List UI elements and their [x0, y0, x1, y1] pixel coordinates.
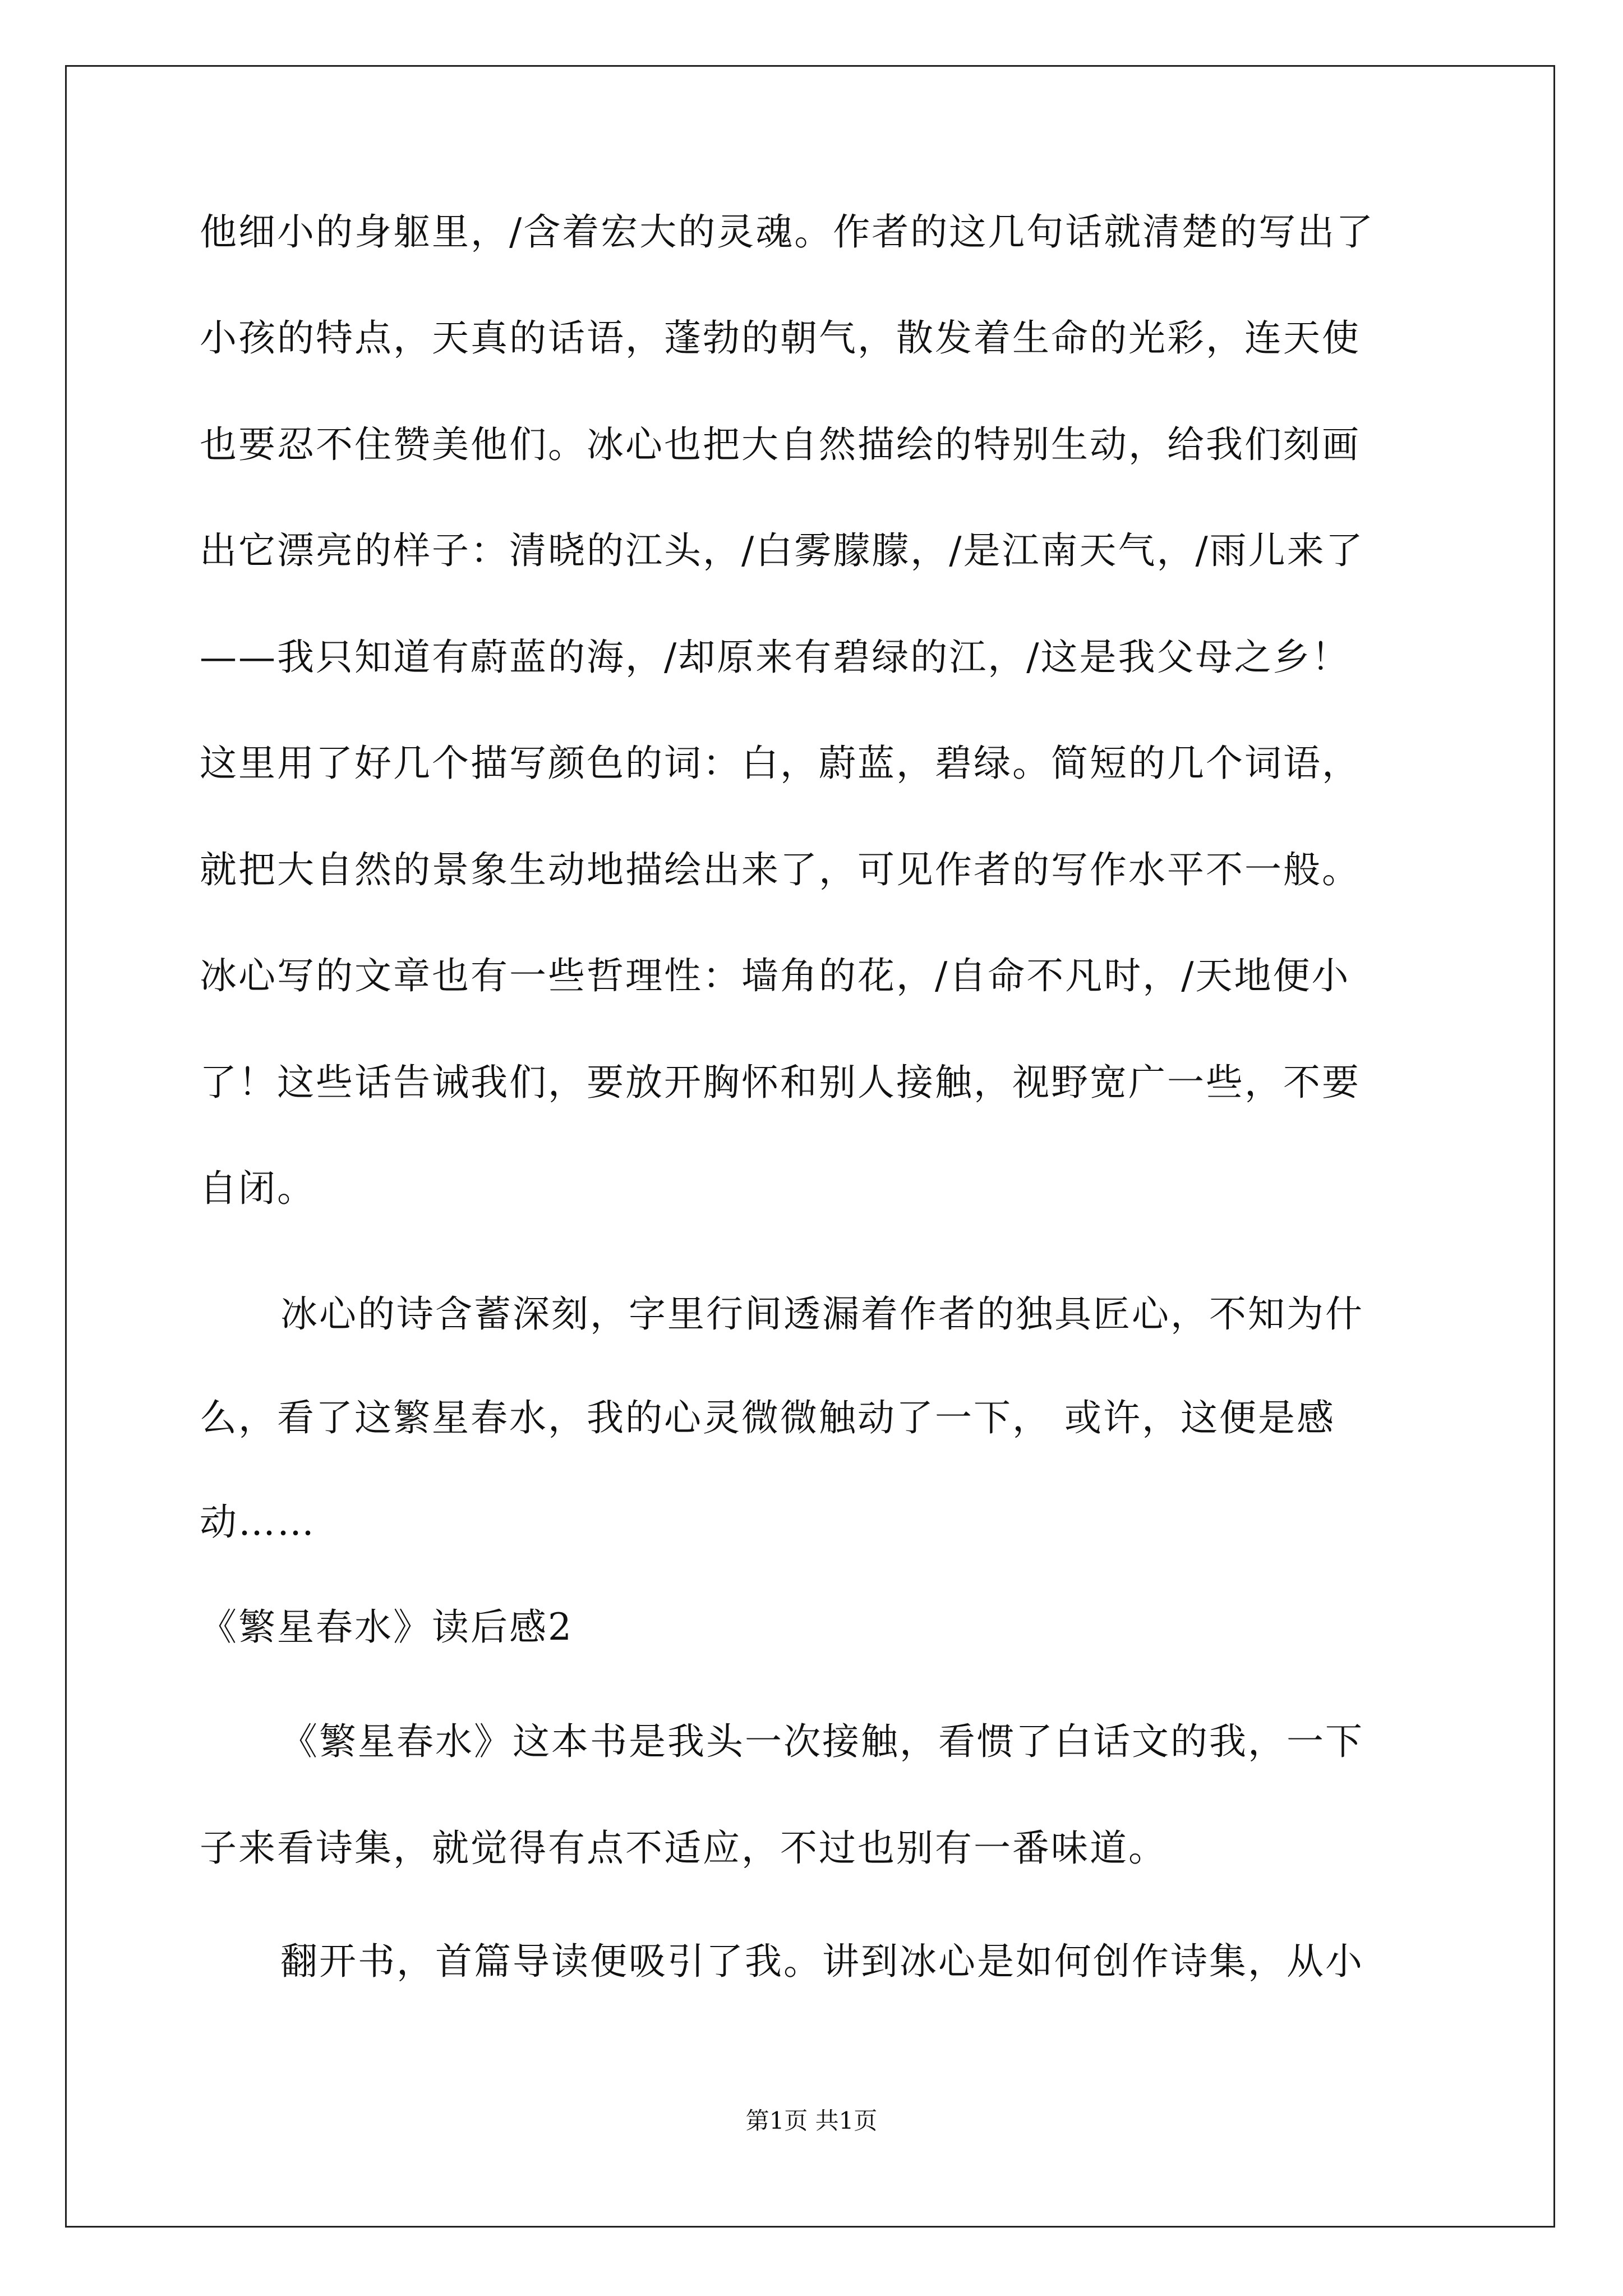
text-line-8: 冰心写的文章也有一些哲理性：墙角的花，/自命不凡时，/天地便小 — [200, 954, 1350, 997]
text-line-11: 冰心的诗含蓄深刻，字里行间透漏着作者的独具匠心，不知为什 — [280, 1292, 1364, 1336]
text-line-1: 他细小的身躯里，/含着宏大的灵魂。作者的这几句话就清楚的写出了 — [200, 210, 1375, 254]
text-line-17: 翻开书，首篇导读便吸引了我。讲到冰心是如何创作诗集，从小 — [280, 1940, 1364, 1983]
page-number-footer: 第1页 共1页 — [745, 2107, 878, 2134]
text-line-15: 《繁星春水》这本书是我头一次接触，看惯了白话文的我，一下 — [280, 1720, 1364, 1763]
text-line-3: 也要忍不住赞美他们。冰心也把大自然描绘的特别生动，给我们刻画 — [200, 423, 1361, 466]
text-line-9: 了！这些话告诫我们，要放开胸怀和别人接触，视野宽广一些，不要 — [200, 1061, 1361, 1104]
text-line-13: 动…… — [200, 1501, 316, 1544]
text-line-16: 子来看诗集，就觉得有点不适应，不过也别有一番味道。 — [200, 1826, 1167, 1870]
page-border — [65, 65, 1555, 2228]
text-line-4: 出它漂亮的样子：清晓的江头，/白雾朦朦，/是江南天气，/雨儿来了 — [200, 529, 1364, 572]
text-line-7: 就把大自然的景象生动地描绘出来了，可见作者的写作水平不一般。 — [200, 848, 1361, 891]
section-heading: 《繁星春水》读后感2 — [200, 1605, 573, 1649]
text-line-2: 小孩的特点，天真的话语，蓬勃的朝气，散发着生命的光彩，连天使 — [200, 316, 1361, 360]
text-line-10: 自闭。 — [200, 1167, 316, 1210]
text-line-6: 这里用了好几个描写颜色的词：白，蔚蓝，碧绿。简短的几个词语， — [200, 742, 1361, 785]
text-line-5: ——我只知道有蔚蓝的海，/却原来有碧绿的江，/这是我父母之乡！ — [200, 636, 1350, 679]
text-line-12: 么，看了这繁星春水，我的心灵微微触动了一下， 或许，这便是感 — [200, 1396, 1335, 1439]
